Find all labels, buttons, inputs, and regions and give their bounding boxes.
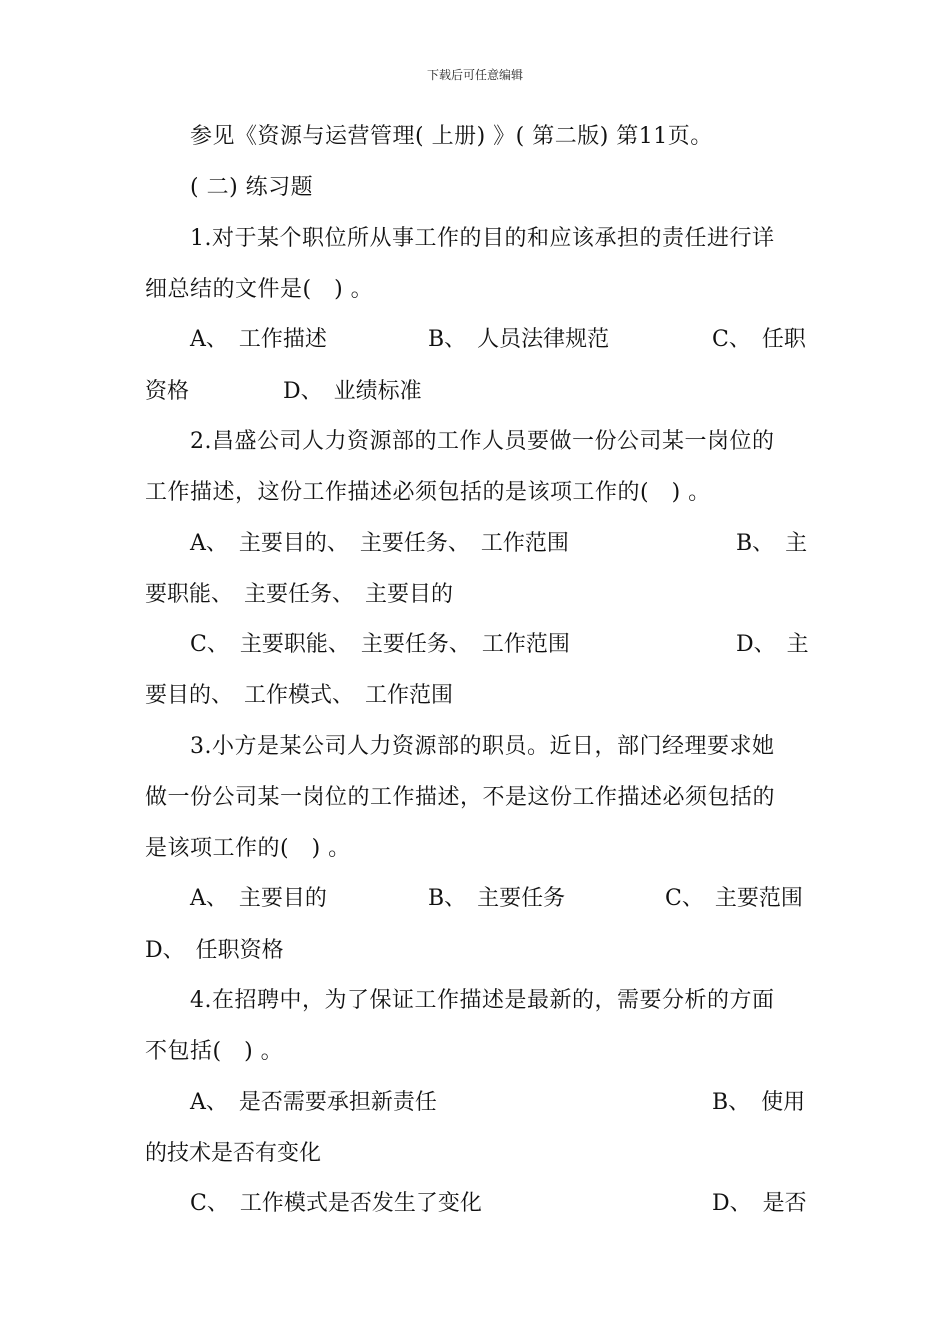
q3-stem-line1: 3.小方是某公司人力资源部的职员。近日，部门经理要求她: [190, 734, 775, 759]
q3-option-a: A、 主要目的: [190, 886, 327, 911]
q2-stem-line1: 2.昌盛公司人力资源部的工作人员要做一份公司某一岗位的: [190, 429, 775, 454]
q4-option-b: B、 使用: [712, 1090, 806, 1115]
q4-stem-line2: 不包括( ) 。: [145, 1039, 284, 1064]
q2-option-b: B、 主: [736, 531, 808, 556]
q4-option-a: A、 是否需要承担新责任: [190, 1090, 437, 1115]
q1-option-c: C、 任职: [712, 327, 806, 352]
q2-option-d-cont: 要目的、 工作模式、 工作范围: [145, 683, 454, 708]
q2-option-b-cont: 要职能、 主要任务、 主要目的: [145, 582, 454, 607]
q1-option-a: A、 工作描述: [190, 327, 327, 352]
q3-stem-line3: 是该项工作的( ) 。: [145, 836, 351, 861]
q4-stem-line1: 4.在招聘中，为了保证工作描述是最新的，需要分析的方面: [190, 988, 775, 1013]
q4-option-d: D、 是否: [712, 1191, 807, 1216]
q2-option-a: A、 主要目的、 主要任务、 工作范围: [190, 531, 569, 556]
q2-stem-line2: 工作描述，这份工作描述必须包括的是该项工作的( ) 。: [145, 480, 711, 505]
q1-stem-line1: 1.对于某个职位所从事工作的目的和应该承担的责任进行详: [190, 226, 775, 251]
q4-option-b-cont: 的技术是否有变化: [145, 1141, 322, 1166]
q3-option-c: C、 主要范围: [665, 886, 803, 911]
q4-option-c: C、 工作模式是否发生了变化: [190, 1191, 482, 1216]
section-heading: ( 二) 练习题: [190, 175, 314, 200]
q3-option-d: D、 任职资格: [145, 938, 284, 963]
q1-option-c-cont: 资格: [145, 379, 190, 404]
q1-option-d: D、 业绩标准: [283, 379, 422, 404]
q1-stem-line2: 细总结的文件是( ) 。: [145, 277, 374, 302]
reference-line: 参见《资源与运营管理( 上册) 》( 第二版) 第11页。: [190, 124, 713, 149]
q1-option-b: B、 人员法律规范: [428, 327, 610, 352]
q2-option-d: D、 主: [736, 632, 809, 657]
page-header: 下载后可任意编辑: [426, 68, 523, 82]
q2-option-c: C、 主要职能、 主要任务、 工作范围: [190, 632, 570, 657]
q3-stem-line2: 做一份公司某一岗位的工作描述，不是这份工作描述必须包括的: [145, 785, 776, 810]
q3-option-b: B、 主要任务: [428, 886, 566, 911]
